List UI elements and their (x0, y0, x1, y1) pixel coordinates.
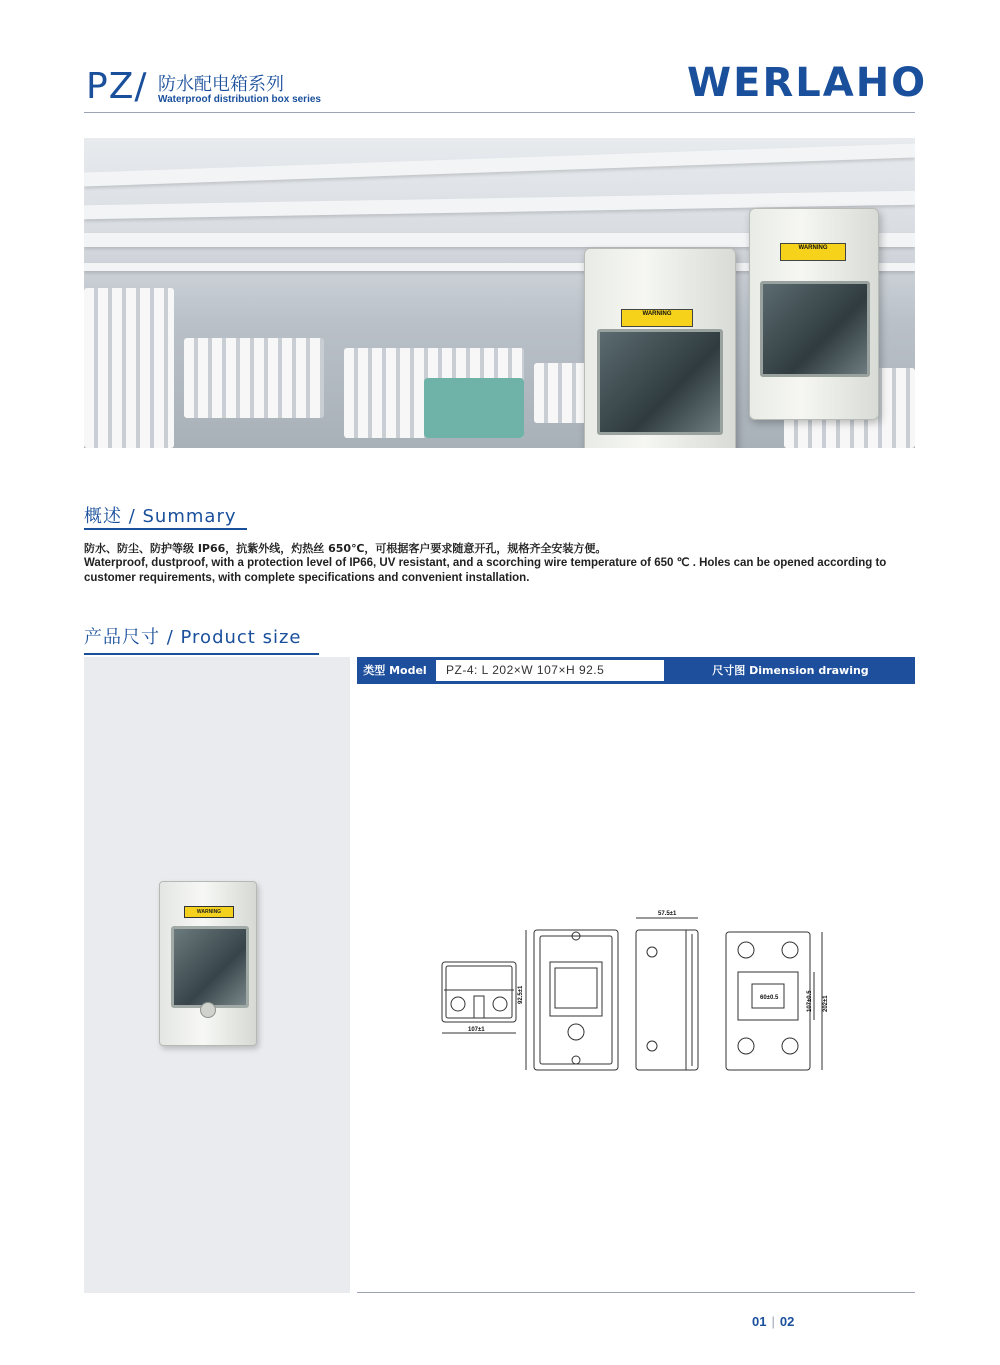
top-view-outline (442, 962, 516, 1022)
brand-logo: WERLAHO (687, 60, 928, 106)
product-photo-panel (84, 657, 350, 1293)
yarn-rack (184, 338, 324, 418)
warning-label: WARNING (184, 906, 234, 918)
product-size-underline (84, 653, 319, 655)
dimension-drawing (430, 900, 850, 1080)
hero-factory-image (84, 138, 915, 448)
series-title-cn: 防水配电箱系列 (158, 74, 284, 95)
page-separator: | (771, 1314, 775, 1329)
dim-height: 92.5±1 (518, 985, 524, 1004)
front-view-outline (534, 930, 618, 1070)
yarn-rack (84, 288, 174, 448)
summary-text-en: Waterproof, dustproof, with a protection level of IP66, UV resistant, and a scorching wire temperature of 650 ℃ . Holes can be opened according to customer requirements, with complete specifications and convenient installation. (84, 557, 887, 584)
ceiling-beam (84, 143, 915, 186)
dim-depth: 57.5±1 (658, 911, 677, 917)
dim-inner-width: 60±0.5 (760, 995, 779, 1001)
warning-label: WARNING (780, 243, 846, 261)
side-view-outline (636, 930, 698, 1070)
dimension-drawing-label: 尺寸图 Dimension drawing (712, 664, 869, 677)
knitting-machine (424, 378, 524, 438)
distribution-box-back (749, 208, 879, 420)
series-code: PZ/ (86, 66, 148, 107)
product-size-title: 产品尺寸 / Product size (84, 627, 302, 648)
summary-title: 概述 / Summary (84, 506, 237, 527)
series-title-en: Waterproof distribution box series (158, 94, 321, 105)
dim-length: 202±1 (823, 995, 829, 1012)
header-divider (84, 112, 915, 113)
page-numbers (752, 1314, 794, 1329)
dim-width: 107±1 (468, 1027, 485, 1033)
page-right: 02 (779, 1314, 795, 1329)
warning-label: WARNING (621, 309, 693, 327)
model-value: PZ-4: L 202×W 107×H 92.5 (436, 660, 664, 681)
summary-underline (84, 528, 247, 530)
footer-divider (357, 1292, 915, 1293)
model-label: 类型 Model (363, 664, 427, 677)
dim-inner: 107±0.5 (807, 990, 813, 1012)
product-photo (159, 881, 257, 1046)
distribution-box-front (584, 248, 736, 448)
summary-text-cn: 防水、防尘、防护等级 IP66，抗紫外线，灼热丝 650℃，可根据客户要求随意开孔，规格齐全安装方便。 (84, 542, 607, 555)
page-left: 01 (752, 1314, 767, 1329)
